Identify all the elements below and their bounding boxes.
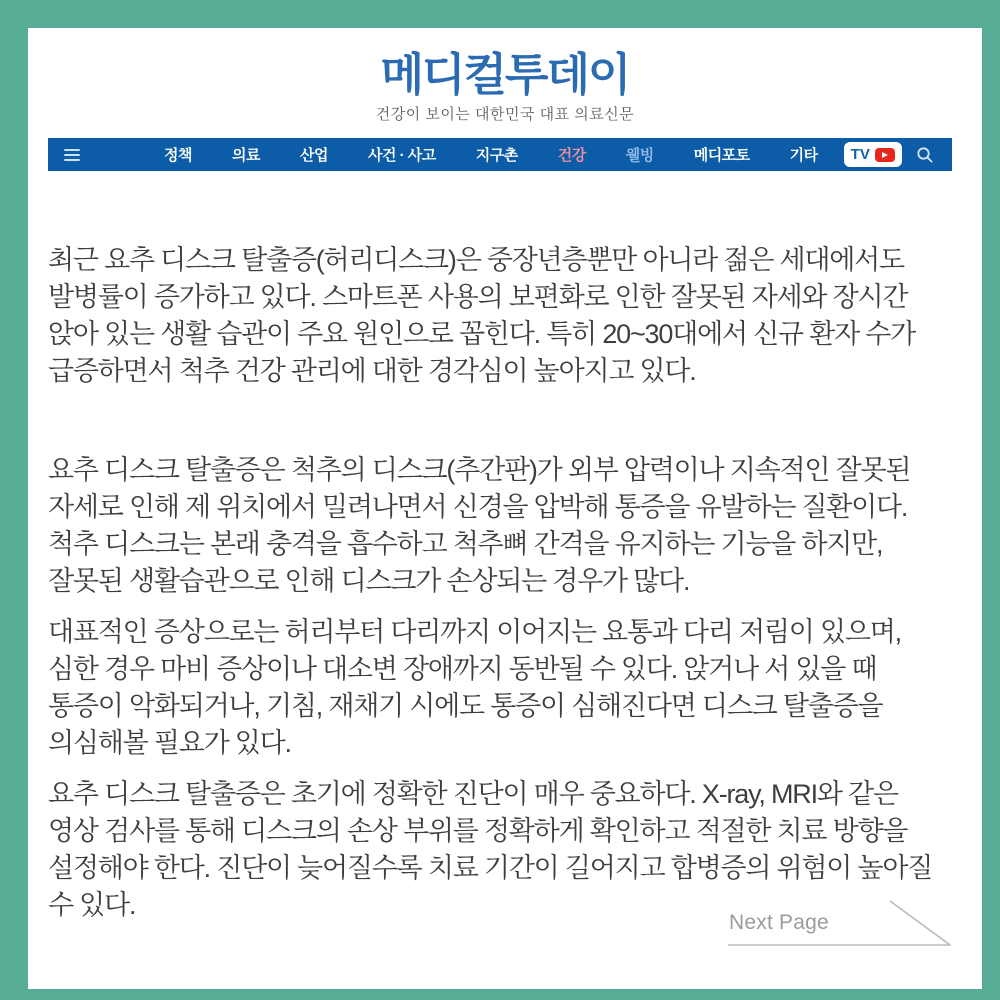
nav-item-industry[interactable]: 산업 (299, 147, 328, 164)
hamburger-bar (64, 159, 80, 161)
hamburger-menu-icon[interactable] (64, 149, 80, 161)
hamburger-bar (64, 154, 80, 156)
site-tagline: 건강이 보이는 대한민국 대표 의료신문 (375, 106, 635, 123)
nav-item-etc[interactable]: 기타 (789, 147, 818, 164)
next-page-button[interactable]: Next Page (729, 911, 829, 934)
nav-item-health[interactable]: 건강 (557, 147, 586, 164)
next-page-arrow-icon (728, 868, 954, 948)
nav-item-list (164, 144, 818, 165)
content-card (28, 28, 982, 989)
article-body (48, 242, 952, 938)
nav-item-global[interactable]: 지구촌 (475, 147, 518, 164)
hamburger-bar (64, 149, 80, 151)
masthead (28, 50, 982, 124)
play-icon (882, 152, 888, 158)
nav-item-medical[interactable]: 의료 (231, 147, 260, 164)
search-icon[interactable] (916, 146, 934, 164)
article-paragraph: 최근 요추 디스크 탈출증(허리디스크)은 중장년층뿐만 아니라 젊은 세대에서도 발병률이 증가하고 있다. 스마트폰 사용의 보편화로 인한 잘못된 자세와 장시간 앉아 있는 생활 습관이 주요 원인으로 꼽힌다. 특히 20~30대에서 신규 환자 수가 급증하면서 척추 건강 관리에 대한 경각심이 높아지고 있다. (48, 245, 916, 386)
article-paragraph: 요추 디스크 탈출증은 척추의 디스크(추간판)가 외부 압력이나 지속적인 잘못된 자세로 인해 제 위치에서 밀려나면서 신경을 압박해 통증을 유발하는 질환이다. 척추 디스크는 본래 충격을 흡수하고 척추뼈 간격을 유지하는 기능을 하지만, 잘못된 생활습관으로 인해 디스크가 손상되는 경우가 많다. (48, 455, 911, 596)
nav-item-incident[interactable]: 사건 · 사고 (367, 147, 436, 164)
site-logo[interactable]: 메디컬투데이 (380, 49, 630, 100)
youtube-icon (875, 148, 895, 162)
nav-item-policy[interactable]: 정책 (164, 147, 192, 164)
nav-item-mediphoto[interactable]: 메디포토 (693, 147, 750, 164)
main-nav (48, 138, 952, 171)
article-paragraph: 요추 디스크 탈출증은 초기에 정확한 진단이 매우 중요하다. X-ray, MRI와 같은 영상 검사를 통해 디스크의 손상 부위를 정확하게 확인하고 적절한 치료 방향을 설정해야 한다. 진단이 늦어질수록 치료 기간이 길어지고 합병증의 위험이 높아질 수 있다. (48, 779, 933, 920)
nav-item-wellbeing[interactable]: 웰빙 (625, 147, 654, 164)
article-paragraph: 대표적인 증상으로는 허리부터 다리까지 이어지는 요통과 다리 저림이 있으며, 심한 경우 마비 증상이나 대소변 장애까지 동반될 수 있다. 앉거나 서 있을 때 통증이 악화되거나, 기침, 재채기 시에도 통증이 심해진다면 디스크 탈출증을 의심해볼 필요가 있다. (48, 617, 901, 758)
tv-button[interactable] (844, 142, 902, 167)
tv-label: TV (850, 146, 870, 163)
